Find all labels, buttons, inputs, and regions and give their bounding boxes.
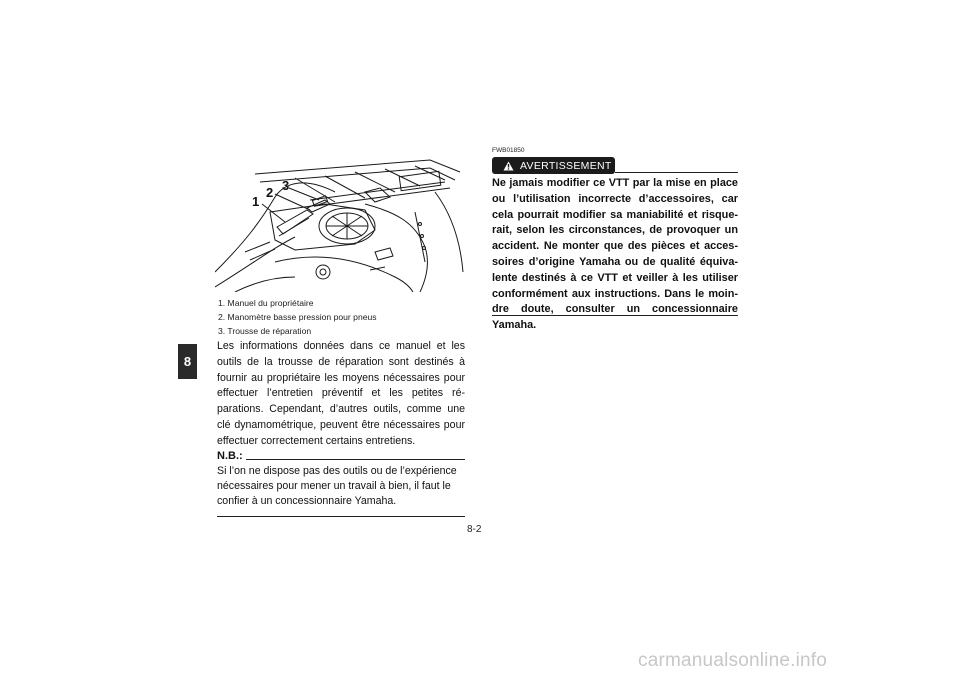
watermark: carmanualsonline.info (638, 650, 828, 671)
note-divider (246, 459, 465, 460)
chapter-tab: 8 (178, 344, 197, 379)
warning-triangle-icon (503, 161, 514, 171)
warning-code: FWB01850 (492, 147, 525, 154)
figure-captions (218, 296, 468, 338)
atv-rear-storage-drawing (215, 152, 465, 292)
callout-1: 1 (252, 194, 260, 209)
warning-bottom-rule (492, 315, 738, 316)
tool-kit-illustration (215, 152, 465, 292)
warning-badge (492, 157, 615, 174)
page-number: 8-2 (467, 524, 482, 535)
warning-header (492, 157, 738, 174)
callout-3: 3 (282, 178, 290, 193)
note-label: N.B.: (217, 450, 243, 462)
note-bottom-rule (217, 516, 465, 517)
caption-item: 1. Manuel du propriétaire (218, 298, 314, 308)
callout-2: 2 (266, 185, 274, 200)
caption-item: 2. Manomètre basse pression pour pneus (218, 312, 377, 322)
body-paragraph: Les informations données dans ce manuel et les outils de la trousse de réparation sont destinés à fournir au propriétaire les moyens nécessaires pour effectuer l’entretien préventif et les petites ré-parations. Cependant, d’autres outils, comme une clé dynamométrique, peuvent être nécessaires pour effectuer correctement certains entretiens. (217, 340, 465, 447)
note-box (217, 449, 465, 517)
caption-item: 3. Trousse de réparation (218, 326, 312, 336)
warning-text: Ne jamais modifier ce VTT par la mise en place ou l’utilisation incorrecte d’accessoires, car cela pourrait modifier sa maniabilité et risque-rait, selon les circonstances, de provoquer un accident. Ne monter que des pièces et acces-soires d’origine Yamaha ou de qualité équiva-lente destinés à ce VTT et veiller à les utiliser conformément aux instructions. Dans le moin-dre doute, consulter un concessionnaire Yamaha. (492, 177, 738, 332)
note-text: Si l’on ne dispose pas des outils ou de l’expérience nécessaires pour mener un travail à bien, il faut le confier à un concessionnaire Yamaha. (217, 465, 457, 508)
warning-label: AVERTISSEMENT (520, 159, 612, 172)
warning-header-rule (615, 172, 738, 173)
